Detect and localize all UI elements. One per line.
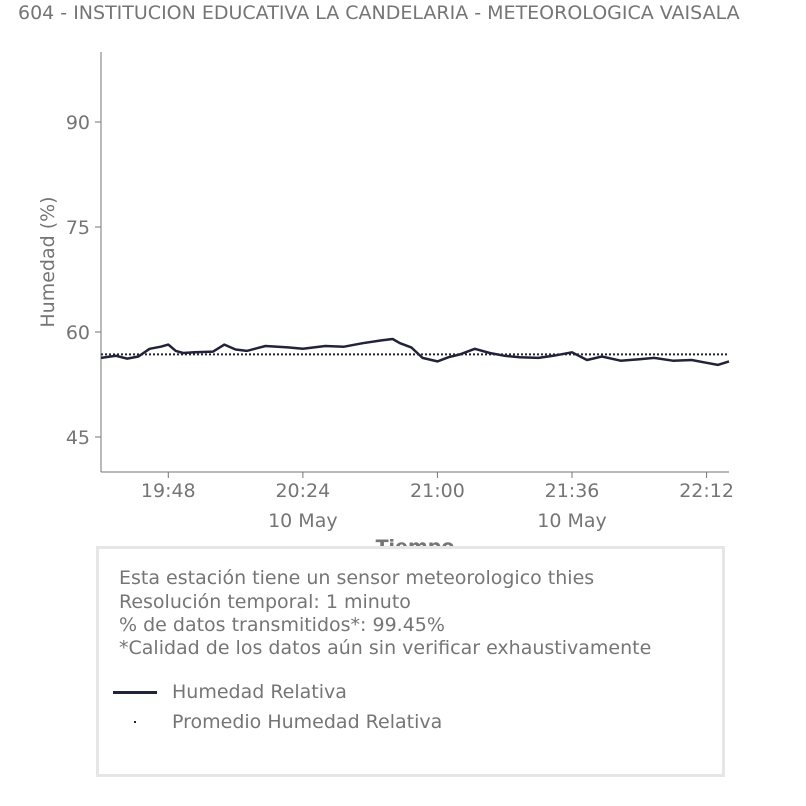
legend-item-humedad [113,680,347,704]
y-tick-label: 60 [65,322,90,344]
chart-axes [101,52,729,472]
y-tick-label: 90 [65,112,90,134]
x-tick-label: 20:24 [275,480,331,502]
x-tick-label: 21:00 [410,480,465,502]
info-quality-note: *Calidad de los datos aún sin verificar exhaustivamente [119,637,652,659]
x-tick-sublabel: 10 May [537,510,607,532]
legend-item-promedio [113,710,442,734]
info-legend-box [96,546,725,777]
chart-ticks [66,112,734,532]
chart-series [101,339,729,365]
info-transmitted-text: % de datos transmitidos*: 99.45% [119,614,445,636]
legend-label: Promedio Humedad Relativa [172,711,443,733]
legend-solid-line-icon [113,680,157,704]
chart-title: 604 - INSTITUCION EDUCATIVA LA CANDELARIA - METEOROLOGICA VAISALA [18,2,740,24]
humidity-series-line [101,339,729,365]
y-tick-label: 45 [65,427,90,449]
x-tick-label: 21:36 [544,480,600,502]
x-tick-label: 22:12 [679,480,734,502]
info-resolution-text: Resolución temporal: 1 minuto [119,591,411,613]
x-tick-label: 19:48 [140,480,196,502]
legend-label: Humedad Relativa [172,681,347,703]
x-tick-sublabel: 10 May [268,510,338,532]
y-axis-label: Humedad (%) [37,196,59,328]
info-sensor-text: Esta estación tiene un sensor meteorologico thies [119,567,595,589]
legend-dot-icon [113,710,157,734]
y-tick-label: 75 [65,217,90,239]
